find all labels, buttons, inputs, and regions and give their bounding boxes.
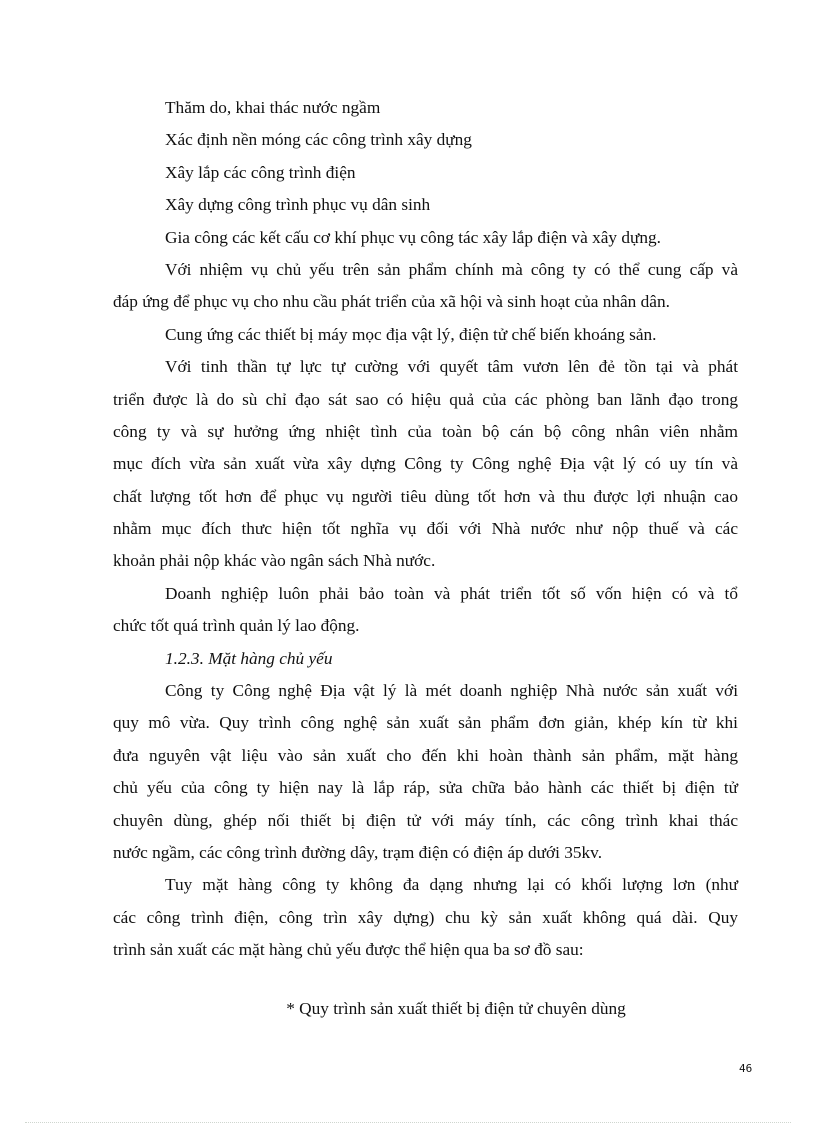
paragraph-line: nước ngầm, các công trình đường dây, trạm điện có điện áp dưới 35kv. bbox=[113, 842, 603, 862]
paragraph-line: quy mô vừa. Quy trình công nghệ sản xuất sản phẩm đơn giản, khép kín từ khi bbox=[113, 713, 738, 733]
paragraph-line: Xây dựng công trình phục vụ dân sinh bbox=[165, 195, 431, 215]
paragraph-line: Doanh nghiệp luôn phải bảo toàn và phát triển tốt số vốn hiện có và tổ bbox=[165, 583, 738, 603]
paragraph-line: trình sản xuất các mặt hàng chủ yếu được thể hiện qua ba sơ đồ sau: bbox=[113, 940, 584, 960]
paragraph-line: Với tinh thần tự lực tự cường với quyết tâm vươn lên đẻ tồn tại và phát bbox=[165, 357, 738, 377]
page-number: 46 bbox=[739, 1062, 753, 1075]
paragraph-line: công ty và sự hưởng ứng nhiệt tình của toàn bộ cán bộ công nhân viên nhằm bbox=[113, 421, 738, 441]
paragraph-line: chức tốt quá trình quản lý lao động. bbox=[113, 616, 360, 636]
paragraph-line: chủ yếu của công ty hiện nay là lắp ráp, sửa chữa bảo hành các thiết bị điện tử bbox=[113, 778, 738, 798]
paragraph-line: Công ty Công nghệ Địa vật lý là mét doanh nghiệp Nhà nước sản xuất với bbox=[165, 681, 738, 701]
diagram-caption: * Quy trình sản xuất thiết bị điện tử chuyên dùng bbox=[286, 999, 626, 1018]
paragraph-line: chuyên dùng, ghép nối thiết bị điện tử với máy tính, các công trình khai thác bbox=[113, 810, 738, 830]
paragraph-line: khoản phải nộp khác vào ngân sách Nhà nước. bbox=[113, 551, 436, 571]
body-text bbox=[113, 92, 738, 967]
paragraph-line: đáp ứng để phục vụ cho nhu cầu phát triển của xã hội và sinh hoạt của nhân dân. bbox=[113, 292, 670, 312]
paragraph-line: Xác định nền móng các công trình xây dựng bbox=[165, 130, 472, 150]
paragraph-line: các công trình điện, công trìn xây dựng) chu kỳ sản xuất không quá dài. Quy bbox=[113, 907, 738, 927]
paragraph-line: nhằm mục đích thưc hiện tốt nghĩa vụ đối với Nhà nước như nộp thuế và các bbox=[113, 519, 738, 539]
paragraph-line: chất lượng tốt hơn để phục vụ người tiêu dùng tốt hơn và thu được lợi nhuận cao bbox=[113, 486, 738, 506]
paragraph-line: Tuy mặt hàng công ty không đa dạng nhưng lại có khối lượng lơn (như bbox=[165, 875, 738, 895]
paragraph-line: triển được là do sù chỉ đạo sát sao có hiệu quả của các phòng ban lãnh đạo trong bbox=[113, 389, 738, 409]
paragraph-line: Xây lắp các công trình điện bbox=[165, 162, 356, 182]
paragraph-line: Cung ứng các thiết bị máy mọc địa vật lý, điện tử chế biến khoáng sản. bbox=[165, 324, 657, 344]
paragraph-line: Thăm do, khai thác nước ngầm bbox=[165, 98, 381, 117]
paragraph-line: Với nhiệm vụ chủ yếu trên sản phẩm chính mà công ty có thể cung cấp và bbox=[165, 259, 738, 279]
section-heading: 1.2.3. Mặt hàng chủ yếu bbox=[165, 648, 333, 668]
paragraph-line: đưa nguyên vật liệu vào sản xuất cho đến khi hoàn thành sản phẩm, mặt hàng bbox=[113, 745, 738, 765]
paragraph-line: Gia công các kết cấu cơ khí phục vụ công tác xây lắp điện và xây dựng. bbox=[165, 227, 661, 247]
paragraph-line: mục đích vừa sản xuất vừa xây dựng Công ty Công nghệ Địa vật lý có uy tín và bbox=[113, 454, 738, 474]
